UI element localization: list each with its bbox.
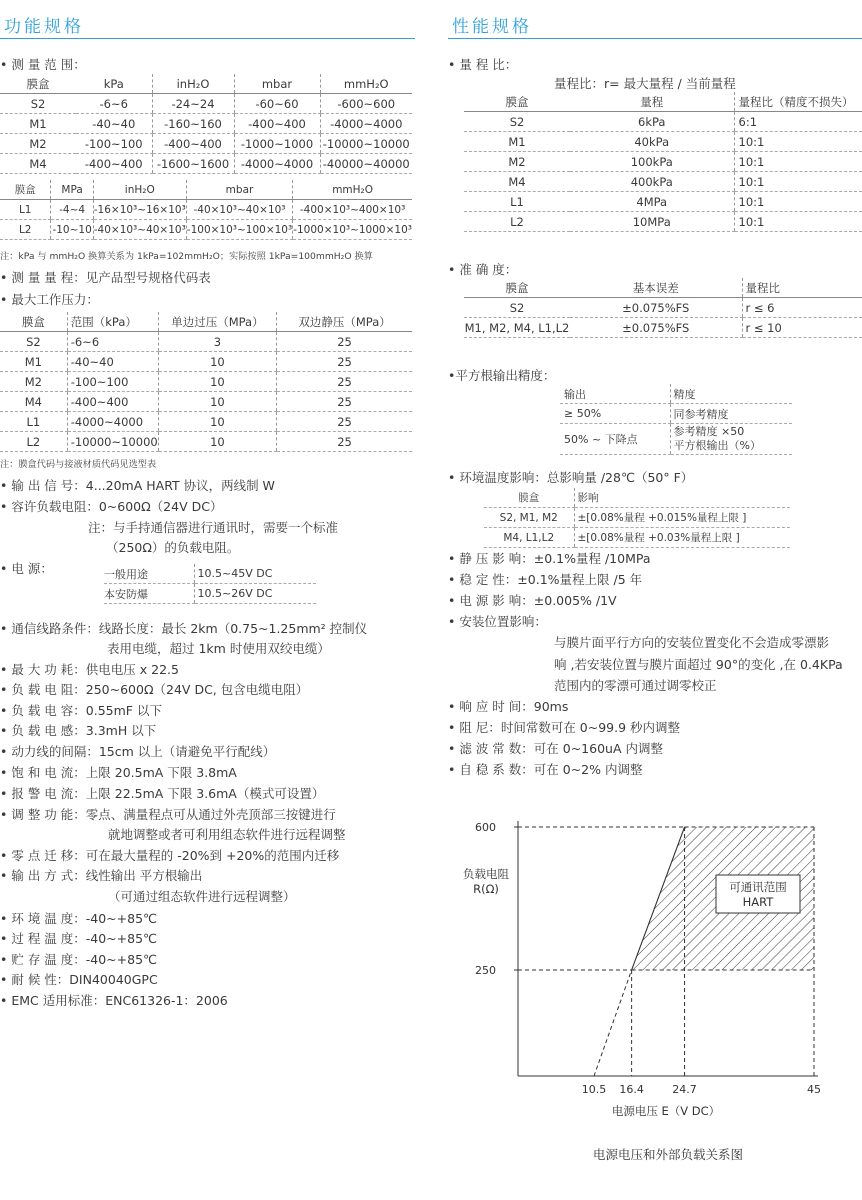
table-cell: -600~600 <box>320 94 412 114</box>
table-cell: M1, M2, M4, L1,L2 <box>464 318 570 338</box>
header-cell: 量程比 <box>742 278 862 298</box>
measure-range-table-l <box>0 180 412 240</box>
header-cell: 量程 <box>570 92 734 112</box>
table-cell: M2 <box>0 372 67 392</box>
table-cell: r ≤ 10 <box>742 318 862 338</box>
spec-item: • 静 压 影 响：±0.1%量程 /10MPa <box>448 551 651 566</box>
load-note-1: 注：与手持通信器进行通讯时，需要一个标准 <box>88 520 339 535</box>
table-cell: -1000×10³~1000×10³ <box>293 220 412 240</box>
spec-item: • 动力线的间隔：15cm 以上（请避免平行配线） <box>0 744 276 759</box>
spec-item: （可通过组态软件进行远程调整） <box>108 889 296 904</box>
table-cell: -16×10³~16×10³ <box>93 200 186 220</box>
spec-item: • 电 源 影 响：±0.005% /1V <box>448 593 617 608</box>
table-row <box>0 134 412 154</box>
table-cell: M2 <box>464 152 570 172</box>
table-cell: ±0.075%FS <box>570 298 742 318</box>
chart-title: 电源电压和外部负载关系图 <box>592 1147 744 1162</box>
table-cell: 10:1 <box>734 172 862 192</box>
header-cell: 双边静压（MPa） <box>277 312 412 332</box>
functional-spec-title: 功能规格 <box>4 17 84 37</box>
table-cell: M4 <box>0 154 76 174</box>
table-cell: ±0.075%FS <box>570 318 742 338</box>
table-row <box>464 318 862 338</box>
max-pressure-label: • 最大工作压力： <box>0 292 99 307</box>
table-cell: S2, M1, M2 <box>484 508 574 528</box>
table-cell: 10MPa <box>570 212 734 232</box>
table-cell: -4~4 <box>51 200 93 220</box>
table-cell: 100kPa <box>570 152 734 172</box>
table-cell: 400kPa <box>570 172 734 192</box>
table-cell: L1 <box>464 192 570 212</box>
table-cell: -400~400 <box>67 392 158 412</box>
x-axis-label: 电源电压 E（V DC） <box>611 1104 721 1118</box>
power-row <box>104 584 316 604</box>
table-cell: -100~100 <box>76 134 152 154</box>
power-cell: 10.5~26V DC <box>194 584 316 604</box>
table-cell: S2 <box>0 94 76 114</box>
sqrt-header-accuracy: 精度 <box>670 384 792 404</box>
region-label-1: 可通讯范围 <box>729 880 787 894</box>
power-row <box>104 564 316 584</box>
load-note-2: （250Ω）的负载电阻。 <box>106 540 240 555</box>
table-row <box>0 220 412 240</box>
table-cell: -40000~40000 <box>320 154 412 174</box>
x-tick-label: 10.5 <box>581 1083 607 1096</box>
table-cell: 25 <box>277 332 412 352</box>
table-cell: 10:1 <box>734 192 862 212</box>
y-tick-label: 600 <box>475 821 496 834</box>
spec-item: • 零 点 迁 移：可在最大量程的 -20%到 +20%的范围内迁移 <box>0 848 340 863</box>
header-cell: 影响 <box>574 488 790 508</box>
table-cell: 10 <box>158 432 276 452</box>
spec-item: • 耐 候 性：DIN40040GPC <box>0 972 158 987</box>
header-cell: kPa <box>76 74 152 94</box>
table-cell: S2 <box>464 298 570 318</box>
table-cell: -40×10³~40×10³ <box>186 200 292 220</box>
spec-item: • 自 稳 系 数：可在 0~2% 内调整 <box>448 762 643 777</box>
header-cell: inH₂O <box>93 180 186 200</box>
header-cell: 基本误差 <box>570 278 742 298</box>
table-header-row <box>0 74 412 94</box>
table-cell: 10 <box>158 392 276 412</box>
table-row <box>464 298 862 318</box>
install-text-line: 与膜片面平行方向的安装位置变化不会造成零漂影 <box>554 635 830 650</box>
spec-item: • 输 出 方 式：线性输出 平方根输出 <box>0 868 203 883</box>
power-label: • 电 源： <box>0 561 53 576</box>
temp-effect-table <box>484 488 790 548</box>
table-cell: -10000~10000 <box>320 134 412 154</box>
table-cell: -60~60 <box>234 94 320 114</box>
table-cell: 6:1 <box>734 112 862 132</box>
spec-item: • EMC 适用标准：ENC61326-1：2006 <box>0 993 228 1008</box>
table-cell: L1 <box>0 412 67 432</box>
table-row <box>464 212 862 232</box>
table-cell: -4000~4000 <box>234 154 320 174</box>
table-cell: -400~400 <box>152 134 234 154</box>
range-ratio-formula: 量程比：r= 最大量程 / 当前量程 <box>554 76 736 91</box>
table-cell: 25 <box>277 352 412 372</box>
spec-item: • 负 载 电 感：3.3mH 以下 <box>0 723 157 738</box>
header-cell: 膜盒 <box>0 180 51 200</box>
table-cell: 6kPa <box>570 112 734 132</box>
header-cell: MPa <box>51 180 93 200</box>
table-header-row <box>464 278 862 298</box>
table-cell: 10 <box>158 352 276 372</box>
spec-item: • 稳 定 性：±0.1%量程上限 /5 年 <box>448 572 643 587</box>
sqrt-output-label: •平方根输出精度： <box>448 368 556 383</box>
table-cell: ±[0.08%量程 +0.015%量程上限 ] <box>574 508 790 528</box>
x-tick-label: 16.4 <box>619 1083 644 1096</box>
sqrt-row1-output: ≥ 50% <box>560 404 670 424</box>
table-row <box>0 392 412 412</box>
table-row <box>484 528 790 548</box>
header-cell: 范围（kPa） <box>67 312 158 332</box>
power-cell: 本安防爆 <box>104 584 194 604</box>
spec-item: • 滤 波 常 数：可在 0~160uA 内调整 <box>448 741 663 756</box>
x-tick-label: 24.7 <box>672 1083 697 1096</box>
table-cell: r ≤ 6 <box>742 298 862 318</box>
table-header-row <box>0 312 412 332</box>
header-cell: 单边过压（MPa） <box>158 312 276 332</box>
table-cell: 10 <box>158 372 276 392</box>
table-cell: -4000~4000 <box>320 114 412 134</box>
table-cell: M1 <box>464 132 570 152</box>
spec-item: • 饱 和 电 流：上限 20.5mA 下限 3.8mA <box>0 765 237 780</box>
header-cell: mbar <box>234 74 320 94</box>
table-cell: M1 <box>0 114 76 134</box>
spec-item: • 负 载 电 阻：250~600Ω（24V DC, 包含电缆电阻） <box>0 682 309 697</box>
table-cell: M4 <box>464 172 570 192</box>
diaphragm-note: 注：膜盒代码与接液材质代码见选型表 <box>0 459 157 470</box>
spec-item: • 阻 尼：时间常数可在 0~99.9 秒内调整 <box>448 720 681 735</box>
output-signal: • 输 出 信 号：4...20mA HART 协议，两线制 W <box>0 478 275 493</box>
sqrt-row2-acc-line1: 参考精度 ×50 <box>673 425 745 438</box>
table-row <box>464 192 862 212</box>
y-axis-label: 负载电阻 R(Ω) <box>463 867 509 896</box>
spec-item: • 调 整 功 能：零点、满量程点可从通过外壳顶部三按键进行 <box>0 807 336 822</box>
spec-item: • 环 境 温 度：-40~+85℃ <box>0 911 158 926</box>
spec-item: • 贮 存 温 度：-40~+85℃ <box>0 952 158 967</box>
header-cell: mmH₂O <box>293 180 412 200</box>
table-cell: -10000~10000 <box>67 432 158 452</box>
performance-spec-title: 性能规格 <box>452 17 532 37</box>
power-cell: 一般用途 <box>104 564 194 584</box>
spec-item: • 安装位置影响： <box>448 614 547 629</box>
measure-range-label: • 测 量 范 围： <box>0 57 86 72</box>
header-cell: 膜盒 <box>464 278 570 298</box>
spec-item: 表用电缆，超过 1km 时使用双绞电缆） <box>107 641 330 656</box>
header-cell: inH₂O <box>152 74 234 94</box>
power-cell: 10.5~45V DC <box>194 564 316 584</box>
table-cell: L2 <box>464 212 570 232</box>
table-cell: -6~6 <box>76 94 152 114</box>
table-cell: 3 <box>158 332 276 352</box>
spec-item: • 报 警 电 流：上限 22.5mA 下限 3.6mA（模式可设置） <box>0 786 325 801</box>
accuracy-table <box>464 278 862 338</box>
table-row <box>0 412 412 432</box>
spec-item: • 响 应 时 间：90ms <box>448 699 569 714</box>
table-header-row <box>464 92 862 112</box>
spec-item: • 最 大 功 耗：供电电压 x 22.5 <box>0 662 179 677</box>
accuracy-label: • 准 确 度： <box>448 262 518 277</box>
voltage-load-chart <box>448 808 862 1200</box>
table-cell: -10~10 <box>51 220 93 240</box>
table-row <box>0 432 412 452</box>
table-cell: 25 <box>277 432 412 452</box>
header-cell: 膜盒 <box>0 312 67 332</box>
spec-item: • 通信线路条件：线路长度：最长 2km（0.75~1.25mm² 控制仪 <box>0 621 368 636</box>
sqrt-row1-accuracy: 同参考精度 <box>670 404 792 424</box>
table-cell: L1 <box>0 200 51 220</box>
table-cell: S2 <box>464 112 570 132</box>
header-cell: mmH₂O <box>320 74 412 94</box>
table-cell: M4, L1,L2 <box>484 528 574 548</box>
functional-spec-section <box>0 0 415 1008</box>
table-cell: ±[0.08%量程 +0.03%量程上限 ] <box>574 528 790 548</box>
x-tick-label: 45 <box>807 1083 821 1096</box>
table-cell: -1000~1000 <box>234 134 320 154</box>
table-cell: 25 <box>277 392 412 412</box>
spec-item: • 负 载 电 容：0.55mF 以下 <box>0 703 162 718</box>
table-cell: M4 <box>0 392 67 412</box>
table-cell: -400~400 <box>76 154 152 174</box>
spec-item: • 过 程 温 度：-40~+85℃ <box>0 931 158 946</box>
table-row <box>0 372 412 392</box>
table-cell: -100×10³~100×10³ <box>186 220 292 240</box>
y-tick-label: 250 <box>475 964 496 977</box>
table-row <box>464 152 862 172</box>
sqrt-row2-acc-line2: 平方根输出（%） <box>673 439 761 452</box>
unit-conversion-note: 注：kPa 与 mmH₂O 换算关系为 1kPa=102mmH₂O；实际按照 1kPa=100mmH₂O 换算 <box>0 251 373 262</box>
table-cell: L2 <box>0 432 67 452</box>
table-cell: 10:1 <box>734 212 862 232</box>
table-row <box>0 352 412 372</box>
table-cell: L2 <box>0 220 51 240</box>
table-cell: -160~160 <box>152 114 234 134</box>
table-row <box>0 154 412 174</box>
table-row <box>464 112 862 132</box>
functional-spec-header <box>0 0 415 39</box>
performance-spec-header <box>448 0 862 39</box>
temp-effect-label: • 环境温度影响：总影响量 /28℃（50° F） <box>448 470 694 485</box>
table-cell: -40~40 <box>76 114 152 134</box>
install-text-line: 范围内的零漂可通过调零校正 <box>554 678 717 693</box>
table-row <box>484 508 790 528</box>
max-pressure-table <box>0 312 412 452</box>
table-cell: 25 <box>277 412 412 432</box>
table-cell: -100~100 <box>67 372 158 392</box>
table-cell: -400~400 <box>234 114 320 134</box>
header-cell: 量程比（精度不损失） <box>734 92 862 112</box>
sqrt-header-output: 输出 <box>560 384 670 404</box>
table-header-row <box>484 488 790 508</box>
header-cell: 膜盒 <box>464 92 570 112</box>
measure-span: • 测 量 量 程：见产品型号规格代码表 <box>0 270 211 285</box>
table-cell: -24~24 <box>152 94 234 114</box>
table-cell: 25 <box>277 372 412 392</box>
table-cell: 4MPa <box>570 192 734 212</box>
table-cell: 10:1 <box>734 152 862 172</box>
table-row <box>464 172 862 192</box>
table-cell: -4000~4000 <box>67 412 158 432</box>
table-row <box>0 200 412 220</box>
table-row <box>464 132 862 152</box>
region-label-2: HART <box>742 895 774 909</box>
table-cell: -40~40 <box>67 352 158 372</box>
table-cell: 10 <box>158 412 276 432</box>
header-cell: 膜盒 <box>484 488 574 508</box>
performance-spec-section <box>448 0 862 1162</box>
sqrt-row2-output: 50% ~ 下降点 <box>560 424 670 455</box>
sqrt-row2-accuracy <box>670 424 792 455</box>
table-cell: -6~6 <box>67 332 158 352</box>
load-line-dashed <box>594 970 632 1076</box>
table-row <box>0 114 412 134</box>
install-text-line: 响 ,若安装位置与膜片面超过 90°的变化 ,在 0.4KPa <box>554 657 843 672</box>
range-ratio-table <box>464 92 862 232</box>
table-cell: S2 <box>0 332 67 352</box>
table-row <box>0 94 412 114</box>
load-resistance: • 容许负载电阻：0~600Ω（24V DC） <box>0 499 223 514</box>
table-cell: -1600~1600 <box>152 154 234 174</box>
table-header-row <box>0 180 412 200</box>
table-cell: M1 <box>0 352 67 372</box>
table-cell: 10:1 <box>734 132 862 152</box>
range-ratio-label: • 量 程 比： <box>448 57 518 72</box>
header-cell: 膜盒 <box>0 74 76 94</box>
table-cell: 40kPa <box>570 132 734 152</box>
sqrt-output-table <box>560 384 792 455</box>
table-cell: -40×10³~40×10³ <box>93 220 186 240</box>
table-cell: M2 <box>0 134 76 154</box>
measure-range-table <box>0 74 412 174</box>
power-table <box>104 564 316 604</box>
table-cell: -400×10³~400×10³ <box>293 200 412 220</box>
table-row <box>0 332 412 352</box>
spec-item: 就地调整或者可利用组态软件进行远程调整 <box>108 827 346 842</box>
header-cell: mbar <box>186 180 292 200</box>
